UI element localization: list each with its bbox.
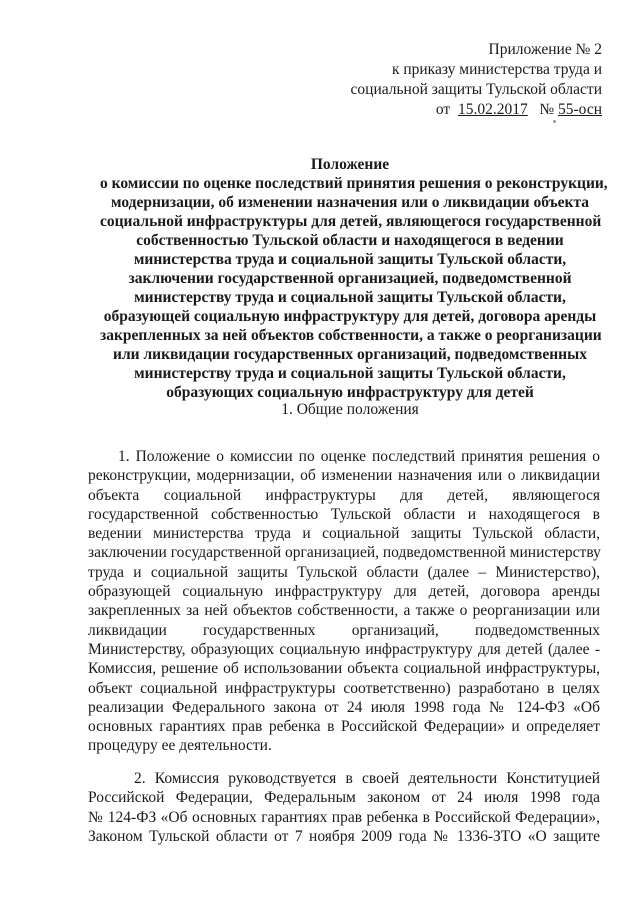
appendix-order-ref: к приказу министерства труда и: [391, 61, 602, 78]
paragraph-line: Законом Тульской области от 7 ноября 2009 года № 1336-ЗТО «О защите: [88, 827, 600, 845]
heading-title: Положение: [310, 156, 390, 173]
heading-line: министерства труда и социальной защиты Тульской области,: [133, 251, 567, 268]
heading-line: образующей социальную инфраструктуру для детей, договора аренды: [103, 308, 597, 325]
appendix-date-number: [302, 100, 602, 120]
heading-line: закрепленных за ней объектов собственности, а также о реорганизации: [100, 327, 602, 344]
paragraph-1: [88, 447, 600, 756]
paragraph-line: 2. Комиссия руководствуется в своей деятельности Конституцией: [88, 770, 600, 787]
paragraph-2: [88, 769, 600, 846]
paragraph-line: реконструкции, модернизации, об изменении назначения или о ликвидации: [88, 467, 600, 485]
heading-line: социальной инфраструктуры для детей, являющегося государственной: [100, 213, 602, 230]
paragraph-line: ликвидации государственных организаций, подведомственных: [88, 621, 600, 639]
paragraph-line: процедуру ее деятельности.: [88, 737, 272, 755]
order-number: 55-осн: [558, 101, 602, 118]
paragraph-line: объекта социальной инфраструктуры для детей, являющегося: [88, 486, 600, 504]
paragraph-line: объект социальной инфраструктуры соответственно) разработано в целях: [88, 679, 600, 697]
heading-line: образующих социальную инфраструктуру для детей: [166, 384, 534, 401]
heading-line: министерству труда и социальной защиты Тульской области,: [134, 289, 566, 306]
scan-dot: [553, 120, 556, 123]
appendix-ministry: социальной защиты Тульской области: [350, 81, 602, 98]
paragraph-line: Российской Федерации, Федеральным законом от 24 июля 1998 года: [88, 789, 600, 807]
heading-line: министерству труда и социальной защиты Тульской области,: [134, 365, 566, 382]
appendix-title: Приложение № 2: [488, 41, 602, 58]
paragraph-line: реализации Федерального закона от 24 июля 1998 года № 124-ФЗ «Об: [88, 698, 600, 716]
paragraph-line: государственной собственностью Тульской области и находящегося в: [88, 505, 600, 523]
paragraph-line: образующей социальную инфраструктуру для детей, договора аренды: [88, 583, 600, 601]
section-title: 1. Общие положения: [281, 401, 419, 418]
paragraph-line: Министерству, образующих социальную инфраструктуру для детей (далее -: [88, 640, 600, 658]
paragraph-line: основных гарантиях прав ребенка в Российской Федерации» и определяет: [88, 718, 600, 736]
heading-line: или ликвидации государственных организаций, подведомственных: [113, 346, 587, 363]
order-date: 15.02.2017: [457, 101, 528, 118]
heading-line: заключении государственной организацией, подведомственной: [128, 270, 572, 287]
heading-line: о комиссии по оценке последствий принятия решения о реконструкции,: [100, 175, 608, 192]
paragraph-line: заключении государственной организацией, подведомственной министерству: [88, 544, 601, 562]
from-label: от: [435, 101, 451, 118]
number-label: №: [539, 101, 555, 118]
paragraph-line: закрепленных за ней объектов собственности, а также о реорганизации или: [88, 602, 600, 620]
paragraph-line: Комиссия, решение об использовании объекта социальной инфраструктуры,: [88, 660, 600, 678]
heading-line: модернизации, об изменении назначения или о ликвидации объекта: [110, 194, 589, 211]
paragraph-line: 1. Положение о комиссии по оценке последствий принятия решения о: [88, 448, 600, 465]
paragraph-line: № 124-ФЗ «Об основных гарантиях прав ребенка в Российской Федерации»,: [88, 808, 600, 826]
appendix-header: [302, 40, 602, 120]
heading-line: собственностью Тульской области и находящегося в ведении: [136, 232, 564, 249]
paragraph-line: ведении министерства труда и социальной защиты Тульской области,: [88, 525, 600, 543]
document-heading: [100, 155, 608, 402]
paragraph-line: труда и социальной защиты Тульской области (далее – Министерство),: [88, 563, 600, 581]
